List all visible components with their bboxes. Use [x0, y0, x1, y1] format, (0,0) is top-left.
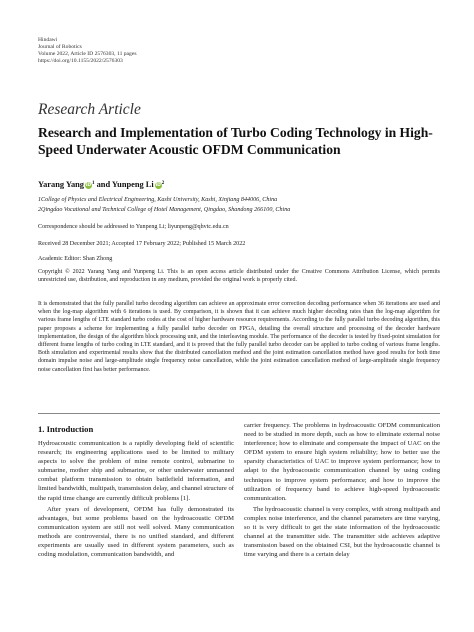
author-line [38, 180, 164, 189]
journal-masthead [38, 37, 137, 65]
author-affiliation-mark: 1 [92, 181, 95, 186]
body-paragraph: Hydroacoustic communication is a rapidly developing field of scientific research; its engineering applications used to be limited to military aspects to solve the problem of mine remote control, submarine to submarine, mother ship and submarine, or other underwater unmanned combat platform transmission to obtain battlefield information, and limited bandwidth, multipath, transmission delay, and channel structure of the rapid time change are currently difficult problems [1]. [38, 440, 234, 502]
author-name[interactable]: Yarang Yang [38, 180, 84, 189]
doi-link[interactable]: https://doi.org/10.1155/2022/2576303 [38, 58, 123, 64]
orcid-icon[interactable]: iD [85, 183, 92, 188]
correspondence-line: Correspondence should be addressed to Yunpeng Li; liyunpeng@qhvtc.edu.cn [38, 224, 229, 230]
author-affiliation-mark: 2 [161, 181, 165, 186]
author-name[interactable]: Yunpeng Li [111, 180, 154, 189]
article-type: Research Article [38, 101, 141, 118]
body-paragraph: The hydroacoustic channel is very complex, with strong multipath and complex noise interference, and the channel parameters are time varying, so it is very difficult to get the state information of the hydroacoustic channel at the transmitter side. The transmitter side achieves adaptive transmission based on the obtained CSI, but the hydroacoustic channel is time varying and there is a certain delay [244, 505, 440, 559]
volume-line: Volume 2022, Article ID 2576303, 11 pages [38, 51, 137, 57]
author-connector: and [94, 180, 112, 189]
affiliation-1: 1College of Physics and Electrical Engineering, Kashi University, Kashi, Xinjiang 844006, China [38, 197, 278, 203]
publisher-name: Hindawi [38, 37, 58, 43]
orcid-icon[interactable]: iD [155, 183, 161, 188]
body-column-right [244, 421, 440, 561]
section-heading: 1. Introduction [38, 424, 94, 434]
body-column-left [38, 439, 234, 561]
body-paragraph: After years of development, OFDM has fully demonstrated its advantages, but some problems based on the hydroacoustic OFDM communication system are still not well solved. Many communication methods are controversial, there is no unified standard, and different experiments are usually used in different system parameters, such as coding modulation, communication bandwidth, and [38, 505, 234, 559]
copyright-notice: Copyright © 2022 Yarang Yang and Yunpeng Li. This is an open access article distributed under the Creative Commons Attribution License, which permits unrestricted use, distribution, and reproduction in any medium, provided the original work is properly cited. [38, 269, 440, 284]
journal-name: Journal of Robotics [38, 44, 82, 50]
abstract-divider [38, 413, 440, 414]
body-paragraph: carrier frequency. The problems in hydroacoustic OFDM communication need to be studied in more depth, such as how to eliminate external noise interference; how to eliminate and compensate the impact of UAC on the OFDM system to ensure high system reliability; how to better use the sparsity characteristics of UAC to improve system performance; how to adapt to the hydroacoustic communication channel by using coding techniques to improve system performance; and how to improve the utilization of frequency band to achieve high-speed hydroacoustic communication. [244, 422, 440, 502]
academic-editor-line: Academic Editor: Shan Zhong [38, 256, 113, 262]
paper-title: Research and Implementation of Turbo Coding Technology in High-Speed Underwater Acoustic OFDM Communication [38, 125, 433, 157]
abstract: It is demonstrated that the fully parallel turbo decoding algorithm can achieve an approximate error correction decoding performance when 36 iterations are used and when the log-map algorithm with 6 iterations is used. By comparison, it is shown that it can achieve much higher decoding rates than the log-map algorithm for various frame lengths of LTE standard turbo codes at the cost of higher hardware resource requirements. According to the fully parallel turbo decoding algorithm, this paper proposes a scheme for implementing a fully parallel turbo decoder on FPGA, detailing the overall structure and processing of the decoder hardware implementation, the design of the algorithm block processing unit, and the interleaving module. The performance of the decoder is tested by fixed-point simulation for different frame lengths of turbo coding in LTE standard, and it is proved that the fully parallel turbo decoder can be applied to turbo coding of various frame lengths. Both simulation and experimental results show that the distributed cancellation method and the joint estimation cancellation method have good results for both time domain impulse noise and large-amplitude single frequency noise cancellation, while the joint estimation cancellation method of large-amplitude single frequency noise cancellation first has better performance. [38, 301, 440, 373]
affiliation-2: 2Qingdao Vocational and Technical College of Hotel Management, Qingdao, Shandong 266100, China [38, 207, 291, 213]
dates-line: Received 28 December 2021; Accepted 17 February 2022; Published 15 March 2022 [38, 241, 246, 247]
